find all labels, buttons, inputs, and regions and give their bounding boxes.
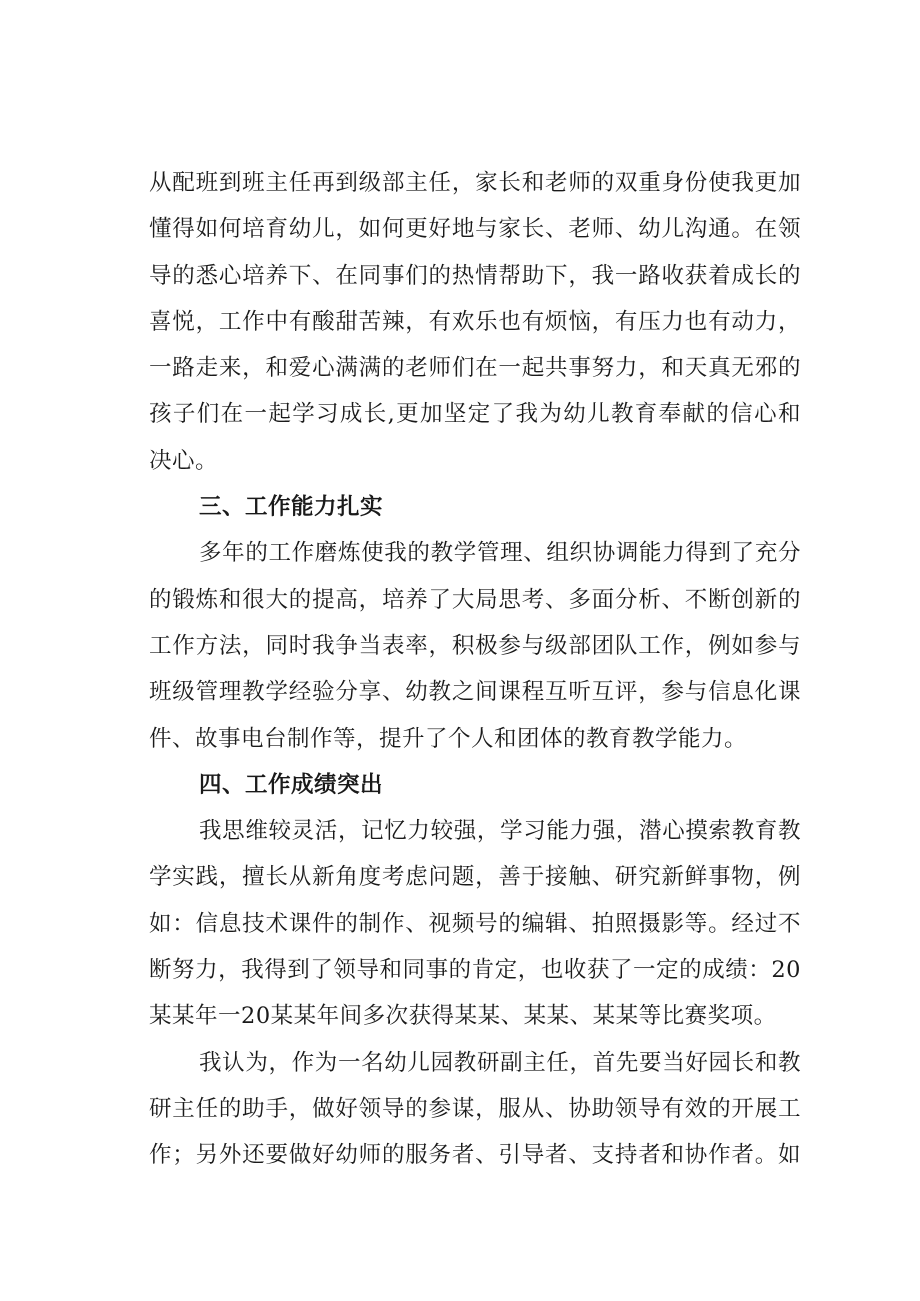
text-line: 某某年一20某某年间多次获得某某、某某、某某等比赛奖项。	[149, 1003, 777, 1030]
text-line: 我认为，作为一名幼儿园教研副主任，首先要当好园长和教	[199, 1049, 801, 1076]
text-line: 的锻炼和很大的提高，培养了大局思考、多面分析、不断创新的	[149, 586, 801, 613]
document-page	[149, 160, 801, 1179]
text-line: 决心。	[149, 447, 219, 474]
text-line: 一路走来，和爱心满满的老师们在一起共事努力，和天真无邪的	[149, 355, 801, 382]
text-line: 我思维较灵活，记忆力较强，学习能力强，潜心摸索教育教	[199, 818, 801, 845]
text-line: 懂得如何培育幼儿，如何更好地与家长、老师、幼儿沟通。在领	[149, 216, 801, 243]
text-line: 学实践，擅长从新角度考虑问题，善于接触、研究新鲜事物，例	[149, 864, 801, 891]
text-line: 研主任的助手，做好领导的参谋，服从、协助领导有效的开展工	[149, 1095, 801, 1122]
text-line: 多年的工作磨炼使我的教学管理、组织协调能力得到了充分	[199, 540, 801, 567]
text-line: 孩子们在一起学习成长,更加坚定了我为幼儿教育奉献的信心和	[149, 401, 801, 428]
paragraph-3	[149, 808, 801, 1039]
text-line: 从配班到班主任再到级部主任，家长和老师的双重身份使我更加	[149, 170, 801, 196]
text-line: 导的悉心培养下、在同事们的热情帮助下，我一路收获着成长的	[149, 262, 801, 289]
text-line: 工作方法，同时我争当表率，积极参与级部团队工作，例如参与	[149, 632, 801, 659]
text-line: 班级管理教学经验分享、幼教之间课程互听互评，参与信息化课	[149, 679, 801, 706]
text-line: 作；另外还要做好幼师的服务者、引导者、支持者和协作者。如	[149, 1142, 801, 1169]
text-line: 断努力，我得到了领导和同事的肯定，也收获了一定的成绩：20	[149, 957, 801, 984]
paragraph-2	[149, 530, 801, 761]
text-line: 件、故事电台制作等，提升了个人和团体的教育教学能力。	[149, 725, 748, 752]
paragraph-1	[149, 160, 801, 484]
paragraph-4	[149, 1040, 801, 1179]
section-heading-3: 三、工作能力扎实	[199, 494, 384, 521]
section-heading-4: 四、工作成绩突出	[199, 771, 384, 798]
text-line: 如：信息技术课件的制作、视频号的编辑、拍照摄影等。经过不	[149, 910, 801, 937]
text-line: 喜悦，工作中有酸甜苦辣，有欢乐也有烦恼，有压力也有动力，	[149, 308, 801, 335]
